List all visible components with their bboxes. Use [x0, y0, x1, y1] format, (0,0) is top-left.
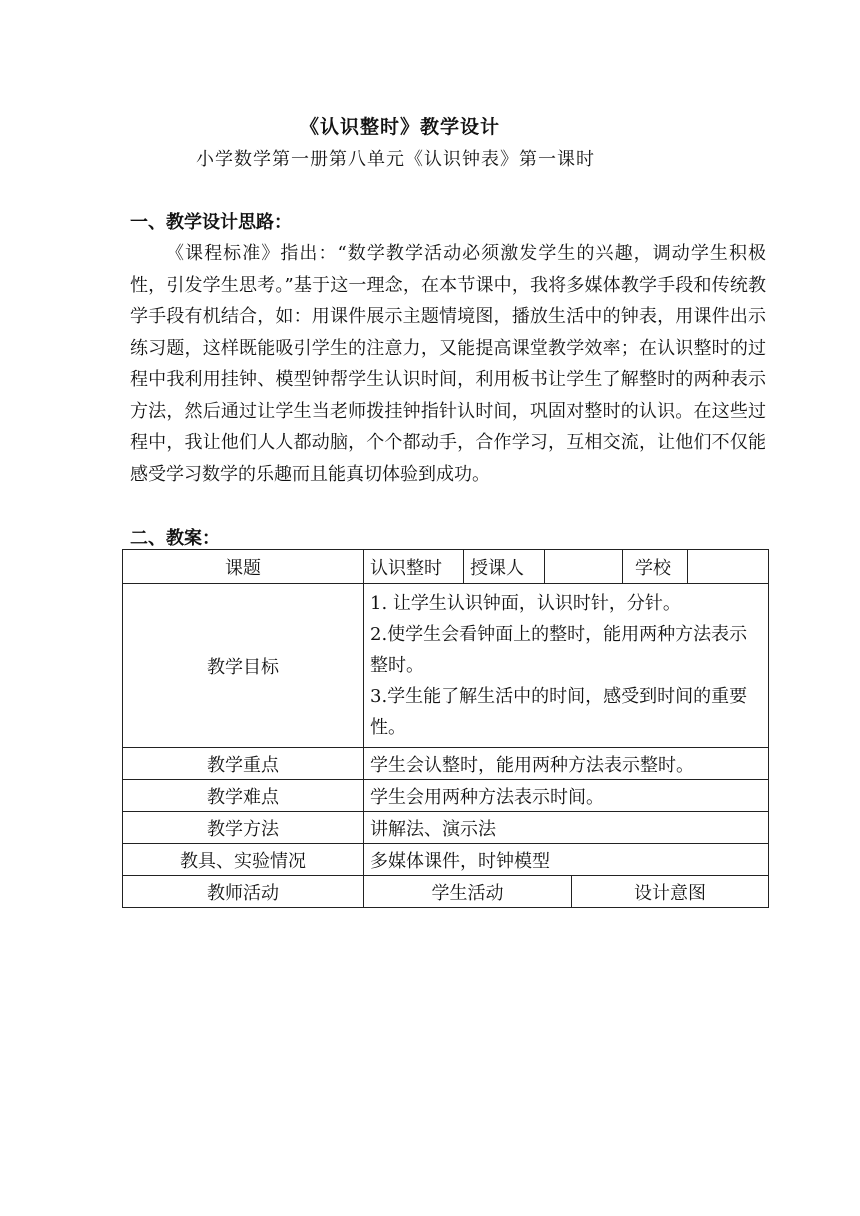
school-label-cell: 学校 [623, 550, 688, 584]
goal-item: 1. 让学生认识钟面，认识时针，分针。 [370, 593, 681, 614]
design-ideas-paragraph: 《课程标准》指出：“数学教学活动必须激发学生的兴趣，调动学生积极性，引发学生思考。”基于这一理念，在本节课中，我将多媒体教学手段和传统教学手段有机结合，如：用课件展示主题情境图，播放生活中的钟表，用课件出示练习题，这样既能吸引学生的注意力，又能提高课堂教学效率；在认识整时的过程中我利用挂钟、模型钟帮学生认识时间，利用板书让学生了解整时的两种表示方法，然后通过让学生当老师拨挂钟指针认时间，巩固对整时的认识。在这些过程中，我让他们人人都动脑，个个都动手，合作学习，互相交流，让他们不仅能感受学习数学的乐趣而且能真切体验到成功。 [130, 243, 766, 485]
topic-label-cell: 课题 [123, 550, 364, 584]
table-row [123, 550, 769, 584]
student-activity-header: 学生活动 [364, 876, 572, 908]
school-value-cell [688, 550, 769, 584]
table-row [123, 780, 769, 812]
focus-label-cell: 教学重点 [123, 748, 364, 780]
lesson-plan-table [122, 549, 769, 908]
difficulty-value-cell: 学生会用两种方法表示时间。 [364, 780, 769, 812]
method-label-cell: 教学方法 [123, 812, 364, 844]
table-row [123, 584, 769, 748]
equipment-value-cell: 多媒体课件，时钟模型 [364, 844, 769, 876]
goals-value-cell [364, 584, 769, 748]
section-heading-design-ideas: 一、教学设计思路： [130, 212, 292, 233]
document-subtitle: 小学数学第一册第八单元《认识钟表》第一课时 [196, 149, 595, 170]
document-title: 《认识整时》教学设计 [300, 116, 501, 138]
method-value-cell: 讲解法、演示法 [364, 812, 769, 844]
goals-label-cell: 教学目标 [123, 584, 364, 748]
focus-value-cell: 学生会认整时，能用两种方法表示整时。 [364, 748, 769, 780]
table-row [123, 844, 769, 876]
table-row [123, 748, 769, 780]
teacher-value-cell [545, 550, 623, 584]
section-heading-lesson-plan: 二、教案： [130, 528, 220, 549]
teacher-label-cell: 授课人 [464, 550, 545, 584]
difficulty-label-cell: 教学难点 [123, 780, 364, 812]
topic-value-cell: 认识整时 [364, 550, 464, 584]
table-row [123, 812, 769, 844]
equipment-label-cell: 教具、实验情况 [123, 844, 364, 876]
goal-item: 2.使学生会看钟面上的整时，能用两种方法表示整时。 [370, 624, 748, 676]
table-row [123, 876, 769, 908]
teacher-activity-header: 教师活动 [123, 876, 364, 908]
design-intent-header: 设计意图 [572, 876, 769, 908]
goal-item: 3.学生能了解生活中的时间，感受到时间的重要性。 [370, 686, 748, 738]
